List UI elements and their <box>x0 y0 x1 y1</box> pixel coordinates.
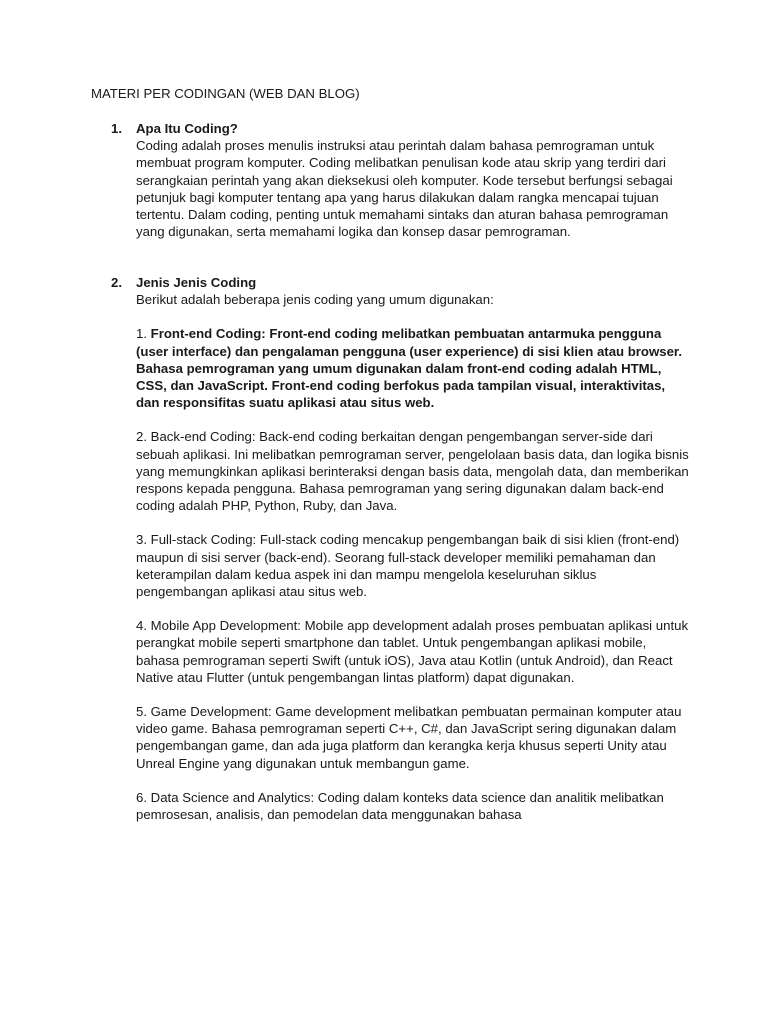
list-item-full-stack <box>136 531 691 600</box>
list-item-text: Game Development: Game development melibatkan pembuatan permainan komputer atau video game. Bahasa pemrograman seperti C++, C#, dan JavaScript sering digunakan dalam pengembangan game, dan ada juga platform dan kerangka kerja khusus seperti Unity atau Unreal Engine yang digunakan untuk membangun game. <box>136 704 682 771</box>
section-intro: Berikut adalah beberapa jenis coding yang umum digunakan: <box>136 292 494 308</box>
list-item-number: 3. <box>136 532 151 548</box>
section-body-paragraph: Coding adalah proses menulis instruksi atau perintah dalam bahasa pemrograman untuk membuat program komputer. Coding melibatkan penulisan kode atau skrip yang terdiri dari serangkaian perintah yang akan dieksekusi oleh komputer. Kode tersebut berfungsi sebagai petunjuk bagi komputer tentang apa yang harus dilakukan dalam rangka mencapai tujuan tertentu. Dalam coding, penting untuk memahami sintaks dan aturan bahasa pemrograman yang digunakan, serta memahami logika dan konsep dasar pemrograman. <box>136 138 673 240</box>
list-item-back-end <box>136 428 691 514</box>
section-heading-text: Apa Itu Coding? <box>136 121 238 136</box>
list-item-mobile-app <box>136 617 691 686</box>
section-heading <box>91 120 691 137</box>
section-number: 2. <box>111 275 122 290</box>
section-heading <box>91 274 691 291</box>
list-item-text: Data Science and Analytics: Coding dalam konteks data science dan analitik melibatkan pemrosesan, analisis, dan pemodelan data menggunakan bahasa <box>136 789 664 823</box>
list-item-front-end <box>136 325 691 411</box>
section-heading-text: Jenis Jenis Coding <box>136 275 257 290</box>
list-item-text: Back-end Coding: Back-end coding berkaitan dengan pengembangan server-side dari sebuah aplikasi. Ini melibatkan pemrograman server, pengelolaan basis data, dan logika bisnis yang memungkinkan aplikasi berinteraksi dengan basis data, mengolah data, dan memberikan respons kepada pengguna. Bahasa pemrograman yang sering digunakan dalam back-end coding adalah PHP, Python, Ruby, dan Java. <box>136 429 689 514</box>
list-item-data-science <box>136 789 691 823</box>
list-item-text: Mobile App Development: Mobile app development adalah proses pembuatan aplikasi untuk perangkat mobile seperti smartphone dan tablet. Untuk pengembangan aplikasi mobile, bahasa pemrograman seperti Swift (untuk iOS), Java atau Kotlin (untuk Android), dan React Native atau Flutter (untuk pengembangan lintas platform) dapat digunakan. <box>136 618 689 685</box>
list-item-number: 1. <box>136 326 151 342</box>
list-item-number: 4. <box>136 618 151 634</box>
list-item-number: 5. <box>136 704 151 720</box>
section-apa-itu-coding <box>91 120 691 240</box>
section-jenis-jenis-coding <box>91 274 691 823</box>
section-number: 1. <box>111 121 122 136</box>
list-item-number: 6. <box>136 789 151 805</box>
document-title: MATERI PER CODINGAN (WEB DAN BLOG) <box>91 86 360 101</box>
list-item-game-dev <box>136 703 691 772</box>
list-item-text: Full-stack Coding: Full-stack coding mencakup pengembangan baik di sisi klien (front-end) maupun di sisi server (back-end). Seorang full-stack developer memiliki pemahaman dan keterampilan dalam kedua aspek ini dan mampu mengelola keseluruhan siklus pengembangan aplikasi atau situs web. <box>136 532 680 600</box>
list-item-text: Front-end Coding: Front-end coding melibatkan pembuatan antarmuka pengguna (user interface) dan pengalaman pengguna (user experience) di sisi klien atau browser. Bahasa pemrograman yang umum digunakan dalam front-end coding adalah HTML, CSS, dan JavaScript. Front-end coding berfokus pada tampilan visual, interaktivitas, dan responsifitas suatu aplikasi atau situs web. <box>136 326 682 411</box>
list-item-number: 2. <box>136 429 151 445</box>
